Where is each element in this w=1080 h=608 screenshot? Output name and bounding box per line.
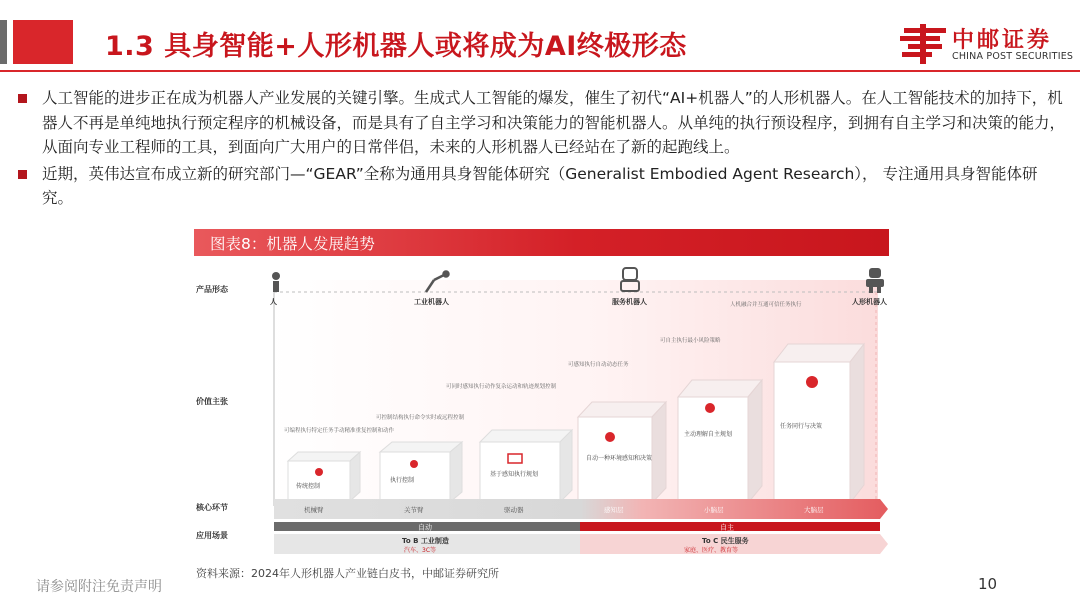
bullet-text: 近期，英伟达宣布成立新的研究部门—“GEAR”全称为通用具身智能体研究（Generalist Embodied Agent Research）， 专注通用具身智能体研究。 xyxy=(42,164,1038,207)
figure-source: 资料来源：2024年人形机器人产业链白皮书，中邮证券研究所 xyxy=(196,567,499,580)
step-block xyxy=(380,442,462,502)
core-link-label: 机械臂 xyxy=(304,506,324,514)
robot-trend-diagram xyxy=(190,262,890,562)
bullet-item xyxy=(18,162,1068,211)
core-link-label: 关节臂 xyxy=(404,506,424,514)
bullet-list xyxy=(18,86,1068,213)
bullet-square-icon xyxy=(18,94,27,103)
scene-sub-c: 家庭、医疗、教育等 xyxy=(684,547,739,554)
figure-title: 图表8：机器人发展趋势 xyxy=(210,235,375,253)
bullet-square-icon xyxy=(18,170,27,179)
form-label-service: 服务机器人 xyxy=(612,298,647,306)
human-icon xyxy=(272,272,280,292)
scene-title-c: To C 民生服务 xyxy=(702,537,749,545)
step-block-label: 传统控制 xyxy=(296,483,321,490)
header-divider xyxy=(0,70,1080,72)
step-block xyxy=(774,344,864,503)
step-block xyxy=(678,380,762,503)
step-block-label: 基于感知执行规划 xyxy=(490,471,539,478)
scene-sub-b: 汽车、3C等 xyxy=(404,547,437,554)
step-block-label: 任务同行与决策 xyxy=(780,423,823,430)
company-logo xyxy=(900,20,1074,68)
form-label-human: 人 xyxy=(270,298,277,306)
core-link-band xyxy=(274,499,888,519)
step-block-note: 可感知执行自动动态任务 xyxy=(568,362,629,368)
step-block-label: 自动一种环境感知和决策 xyxy=(586,455,653,462)
row-label-form: 产品形态 xyxy=(196,285,228,294)
bullet-item xyxy=(18,86,1068,160)
logo-cn-name: 中邮证券 xyxy=(952,28,1053,53)
bullet-text: 人工智能的进步正在成为机器人产业发展的关键引擎。生成式人工智能的爆发，催生了初代“AI+机器人”的人形机器人。在人工智能技术的加持下，机器人不再是单纯地执行预定程序的机械设备，而是具有了自主学习和决策能力的智能机器人。从单纯的执行预设程序，到拥有自主学习和决策的能力，从面向专业工程师的工具，到面向广大用户的日常伴侣，未来的人形机器人已经站在了新的起跑线上。 xyxy=(42,89,1066,156)
footer-disclaimer: 请参阅附注免责声明 xyxy=(36,579,162,595)
step-block-note: 人机融合并互通可信任务执行 xyxy=(730,302,802,308)
step-block xyxy=(480,430,572,502)
scene-title-b: To B 工业制造 xyxy=(402,537,449,545)
step-block-label: 执行控制 xyxy=(390,477,415,484)
step-block-label: 主动理解自主规划 xyxy=(684,431,733,438)
china-post-emblem-icon xyxy=(900,20,948,66)
figure-title-banner xyxy=(194,229,889,256)
logo-en-name: CHINA POST SECURITIES xyxy=(952,51,1074,62)
row-label-value: 价值主张 xyxy=(196,397,228,406)
step-block-note: 可同时感知执行动作复杂运动和轨迹规划控制 xyxy=(446,384,557,390)
page-title: 1.3 具身智能+人形机器人或将成为AI终极形态 xyxy=(105,31,687,62)
header-accent-bar xyxy=(0,20,73,64)
form-label-industrial: 工业机器人 xyxy=(414,298,449,306)
step-block-note: 可编程执行特定任务手动精准重复控制和动作 xyxy=(284,428,395,434)
step-block xyxy=(578,402,666,503)
core-link-label: 驱动器 xyxy=(504,506,524,514)
form-label-humanoid: 人形机器人 xyxy=(852,298,887,306)
page-number: 10 xyxy=(978,575,998,593)
core-link-label: 小脑层 xyxy=(704,506,724,514)
core-link-label: 感知层 xyxy=(604,506,624,514)
row-label-core: 核心环节 xyxy=(196,503,228,512)
header-accent-dark xyxy=(0,20,7,64)
mode-label-auto: 自动 xyxy=(418,523,432,532)
mode-label-autonomous: 自主 xyxy=(720,523,734,532)
row-label-scene: 应用场景 xyxy=(196,531,228,540)
step-block xyxy=(288,452,360,501)
step-block-note: 可自主执行最小风险策略 xyxy=(660,338,721,344)
step-block-note: 可控制结构执行命令实时或远程控制 xyxy=(376,415,465,421)
header-accent-red xyxy=(13,20,73,64)
core-link-label: 大脑层 xyxy=(804,506,824,514)
